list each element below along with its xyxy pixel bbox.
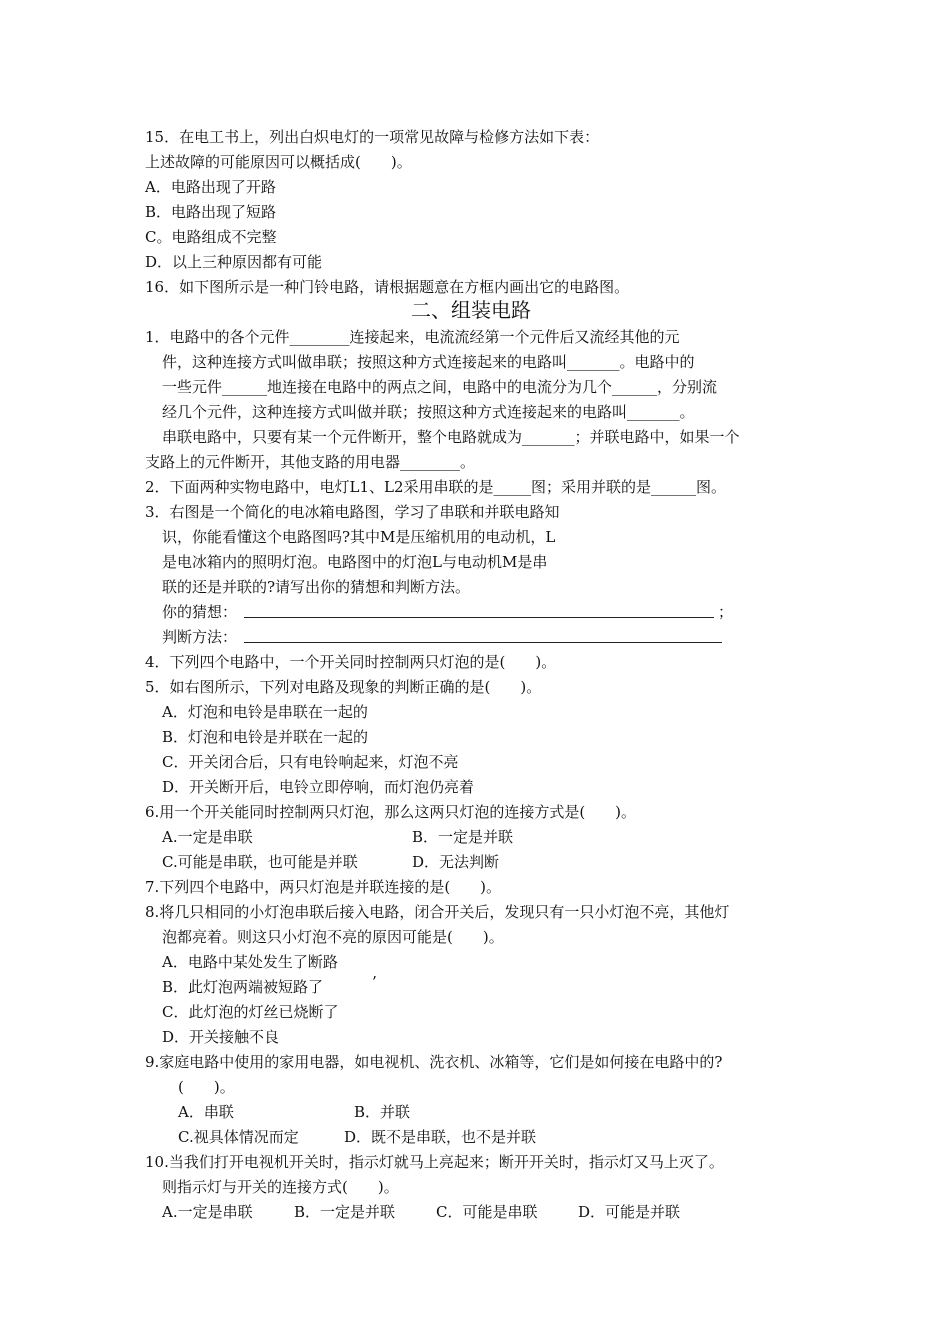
s1-line-4: 经几个元件，这种连接方式叫做并联；按照这种方式连接起来的电路叫_______。: [162, 403, 695, 421]
s8-stem-2: 泡都亮着。则这只小灯泡不亮的原因可能是( )。: [162, 928, 504, 946]
s10-stem-2: 则指示灯与开关的连接方式( )。: [162, 1178, 399, 1196]
q15-stem: 15．在电工书上，列出白炽电灯的一项常见故障与检修方法如下表：: [145, 128, 600, 146]
s5-stem: 5．如右图所示，下列对电路及现象的判断正确的是( )。: [145, 678, 542, 696]
s3-method-answer-line[interactable]: [244, 642, 722, 643]
s1-line-6: 支路上的元件断开，其他支路的用电器________。: [145, 453, 476, 471]
s10-option-b: B．一定是并联: [294, 1203, 396, 1221]
s5-option-b: B．灯泡和电铃是并联在一起的: [162, 728, 369, 746]
s4-line: 4．下列四个电路中，一个开关同时控制两只灯泡的是( )。: [145, 653, 557, 671]
q15-question: 上述故障的可能原因可以概括成( )。: [145, 153, 412, 171]
s2-line: 2．下面两种实物电路中，电灯L1、L2采用串联的是_____图；采用并联的是______图。: [145, 478, 727, 496]
s9-option-a: A．串联: [178, 1103, 234, 1121]
s6-option-c: C.可能是串联，也可能是并联: [162, 853, 358, 871]
s9-blank: ( )。: [178, 1078, 235, 1096]
s3-line-3: 是电冰箱内的照明灯泡。电路图中的灯泡L与电动机M是串: [162, 553, 548, 571]
s3-guess-answer-line[interactable]: [244, 617, 714, 618]
s9-option-c: C.视具体情况而定: [178, 1128, 299, 1146]
s6-option-d: D．无法判断: [412, 853, 500, 871]
s8-option-d: D．开关接触不良: [162, 1028, 280, 1046]
section-title: 二、组装电路: [411, 298, 531, 322]
q15-option-a: A．电路出现了开路: [145, 178, 276, 196]
s5-option-c: C．开关闭合后，只有电铃响起来，灯泡不亮: [162, 753, 459, 771]
s10-option-a: A.一定是串联: [162, 1203, 253, 1221]
s9-stem: 9.家庭电路中使用的家用电器，如电视机、洗衣机、冰箱等，它们是如何接在电路中的?: [145, 1053, 723, 1071]
s10-stem-1: 10.当我们打开电视机开关时，指示灯就马上亮起来；断开开关时，指示灯又马上灭了。: [145, 1153, 724, 1171]
s10-option-c: C．可能是串联: [436, 1203, 538, 1221]
q15-option-c: C。电路组成不完整: [145, 228, 277, 246]
s5-option-a: A．灯泡和电铃是串联在一起的: [162, 703, 368, 721]
s1-line-3: 一些元件______地连接在电路中的两点之间，电路中的电流分为几个______，分别流: [162, 378, 718, 396]
s1-line-1: 1．电路中的各个元件________连接起来，电流流经第一个元件后又流经其他的元: [145, 328, 680, 346]
s9-option-d: D．既不是串联，也不是并联: [344, 1128, 537, 1146]
s1-line-2: 件，这种连接方式叫做串联；按照这种方式连接起来的电路叫_______。电路中的: [162, 353, 695, 371]
s3-line-1: 3．右图是一个简化的电冰箱电路图，学习了串联和并联电路知: [145, 503, 560, 521]
q15-option-d: D．以上三种原因都有可能: [145, 253, 323, 271]
s7-line: 7.下列四个电路中，两只灯泡是并联连接的是( )。: [145, 878, 502, 896]
s5-option-d: D．开关断开后，电铃立即停响，而灯泡仍亮着: [162, 778, 475, 796]
s6-stem: 6.用一个开关能同时控制两只灯泡，那么这两只灯泡的连接方式是( )。: [145, 803, 637, 821]
q15-option-b: B．电路出现了短路: [145, 203, 277, 221]
s8-stem-1: 8.将几只相同的小灯泡串联后接入电路，闭合开关后，发现只有一只小灯泡不亮，其他灯: [145, 903, 730, 921]
s3-guess-end: ；: [718, 603, 734, 621]
s6-option-b: B．一定是并联: [412, 828, 514, 846]
s10-option-d: D．可能是并联: [578, 1203, 681, 1221]
s6-option-a: A.一定是串联: [162, 828, 253, 846]
s8-stray-mark: ’: [372, 973, 377, 991]
s3-line-2: 识，你能看懂这个电路图吗?其中M是压缩机用的电动机，L: [162, 528, 556, 546]
s3-line-4: 联的还是并联的?请写出你的猜想和判断方法。: [162, 578, 471, 596]
s8-option-b: B．此灯泡两端被短路了: [162, 978, 324, 996]
s8-option-c: C．此灯泡的灯丝已烧断了: [162, 1003, 339, 1021]
q16-stem: 16．如下图所示是一种门铃电路，请根据题意在方框内画出它的电路图。: [145, 278, 630, 296]
s9-option-b: B．并联: [354, 1103, 411, 1121]
s3-method-label: 判断方法：: [162, 628, 238, 646]
s8-option-a: A．电路中某处发生了断路: [162, 953, 338, 971]
s1-line-5: 串联电路中，只要有某一个元件断开，整个电路就成为_______；并联电路中，如果一个: [162, 428, 740, 446]
s3-guess-label: 你的猜想：: [162, 603, 238, 621]
